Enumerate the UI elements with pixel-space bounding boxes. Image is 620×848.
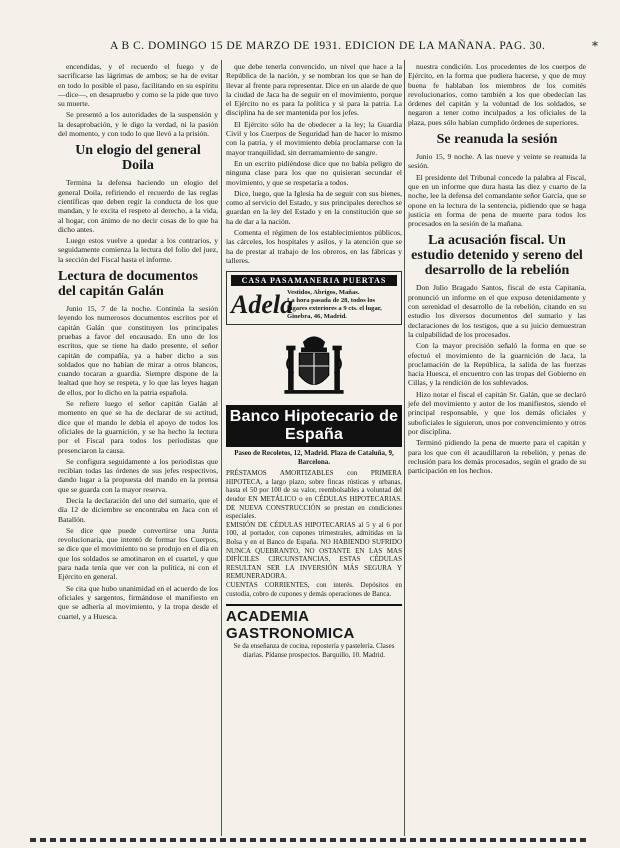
paragraph: El presidente del Tribunal concede la palabra al Fiscal, que en un informe que dura hasta las diez y cuarto de la noche, lee la defensa del comandante señor García, que se opone en la lectura de la sentencia, pidiendo que se haga justicia en forma de pena de muerte para todos los procesados en la sesión de la mañana. <box>408 172 586 229</box>
page-header: A B C. DOMINGO 15 DE MARZO DE 1931. EDICION DE LA MAÑANA. PAG. 30. <box>110 40 546 52</box>
paragraph: Don Julio Bragado Santos, fiscal de esta Capitanía, pronunció un informe en el que expuso detenidamente y con serenidad el desarrollo de la rebelión, citando en su estudio los diversos documentos del sumario y las declaraciones de los testigos, que a su juicio demuestran la culpabilidad de los procesados. <box>408 283 586 339</box>
article-text <box>408 152 586 228</box>
article-text <box>58 62 218 138</box>
paragraph: En un escrito pidiéndose dice que no había peligro de ninguna clase para los que no quisieran secundar el movimiento, y que se respetaría a todos. <box>226 158 402 187</box>
advertisement-academia <box>226 604 402 659</box>
academia-title: ACADEMIA GASTRONOMICA <box>226 608 355 643</box>
ad-line: Vestidos, Abrigos, Mañas. <box>287 289 360 297</box>
bank-paragraph: CUENTAS CORRIENTES, con interés. Depósitos en custodia, cobro de cupones y demás operaciones de Banca. <box>226 580 402 598</box>
paragraph: Se dice que puede convertirse una Junta revolucionaria, que intentó de formar los Cuerpos, se dice que el movimiento no se produjo en el día en que los soldados se amotinaron en el cuartel, y que para nada tenía que ver con la política, ni con el Ejército en general. <box>58 525 218 582</box>
paragraph: Terminó pidiendo la pena de muerte para el capitán y para los que con él acaudillaron la rebelión, y penas de reclusión para los demás procesados, según el grado de su participación en los hechos. <box>408 438 586 476</box>
bank-address: Paseo de Recoletos, 12, Madrid. Plaza de Cataluña, 9, Barcelona. <box>234 449 394 466</box>
paragraph: Se cita que hubo unanimidad en el acuerdo de los oficiales y sargentos, firmándose el manifiesto en que se adhería al movimiento, y la tropa desde el cuartel, y a Huesca. <box>58 583 218 621</box>
header-mark: * <box>592 39 598 53</box>
section-heading: Un elogio del general Doila <box>75 143 201 174</box>
paragraph: Con la mayor precisión señaló la forma en que se efectuó el movimiento de la guarnición de Jaca, la proclamación de la República, la salida de las fuerzas hacia Huesca, el encuentro con las tropas del Gobierno en Cillas, y la rendición de los sublevados. <box>408 341 586 388</box>
paragraph: Comenta el régimen de los establecimientos públicos, las cárceles, los hospitales y asilos, y la atención que se ha de prestar al trabajo de los obreros, en las fábricas y talleres. <box>226 228 402 265</box>
paragraph: El Ejército sólo ha de obedecer a la ley; la Guardia Civil y los Cuerpos de Seguridad han de hacer lo mismo con la patria, y el movimiento debía proclamarse con la mayor tranquilidad, sin derramamiento de sangre. <box>226 119 402 157</box>
paragraph: Se refiere luego el señor capitán Galán al momento en que se ha de declarar de su actitud, dice que el mando le debía el apoyo de todos los oficiales de la guarnición, y se ha hecho la lectura por el Fiscal para todos los periodistas que presenciaron la causa. <box>58 399 218 455</box>
paragraph: Dice, luego, que la Iglesia ha de seguir con sus bienes, como al servicio del Estado, y sus principales derechos se guardan en la ley del Estado y en la constitución que se ha de dar a la nación. <box>226 188 402 226</box>
advertisement-pasamaneria <box>226 271 402 325</box>
section-heading: Se reanuda la sesión <box>436 132 558 148</box>
section-heading: La acusación fiscal. Un estudio detenido y sereno del desarrollo de la rebelión <box>411 233 583 279</box>
ad-banner: CASA PASAMANERIA PUERTAS <box>231 275 397 286</box>
article-text <box>58 304 218 621</box>
bank-paragraph: EMISIÓN DE CÉDULAS HIPOTECARIAS al 5 y al 6 por 100, al portador, con cupones trimestrales, admitidas en la Bolsa y en el Banco de España. NO HABIENDO SUFRIDO NUNCA QUEBRANTO, NO OSTANTE EN LAS MAS DIFÍCILES CIRCUNSTANCIAS, ESTAS CÉDULAS RESULTAN SER LA INVERSIÓN MÁS SEGURA Y REMUNERADORA. <box>226 520 402 581</box>
academia-text: Se da enseñanza de cocina, repostería y pastelería. Clases diarias. Pídanse prospectos. Barquillo, 10. Madrid. <box>233 642 395 659</box>
paragraph: Termina la defensa haciendo un elogio del general Doila, refiriendo el recuerdo de las reglas científicas que deben regir la conducta de los que mandan, y le excita el respeto al derecho, a la vida, al hogar, con ánimo de no decir cosas de lo que ha dicho antes. <box>58 178 218 234</box>
column-rule <box>404 60 405 836</box>
paragraph: Junio 15, 7 de la noche. Continúa la sesión leyendo los numerosos documentos escritos por el capitán Galán que constituyen los principales pruebas a favor del encausado. En uno de los escritos, que se tiene ha dado presente, el señor capitán de compañía, ya a haber dicho a sus soldados que no habían de mirar a otros blancos, cuando tocaran a guardia. Siempre dispone de la lealtad que hoy se respeta, y lo que las leyes hagan de ellos, por lo dicho en la patria española. <box>58 304 218 397</box>
article-text <box>226 62 402 265</box>
paragraph: Hizo notar el fiscal el capitán Sr. Galán, que se declaró jefe del movimiento y autor de los manifiestos, siendo el principal responsable, y que los demás oficiales y suboficiales le siguieron, unos por convencimiento y otros por disciplina. <box>408 389 586 436</box>
bank-title: Banco Hipotecario de España <box>226 405 402 447</box>
coat-of-arms-icon <box>277 329 351 403</box>
article-text <box>408 283 586 475</box>
paragraph: Junio 15, 9 noche. A las nueve y veinte se reanuda la sesión. <box>408 152 586 171</box>
column-right <box>408 62 586 477</box>
paragraph: nuestra condición. Los procedentes de los cuerpos de Ejército, en la forma que pudiera hacerse, y que de muy buena fe hablaban los miembros de los comités revolucionarios, como también a los que obedecían las órdenes del capitán y la voluntad de los soldados, se negaron a tener como inculpados a los oficiales de la plaza, pues sólo habían cumplido órdenes de superiores. <box>408 62 586 127</box>
column-rule <box>221 60 222 836</box>
column-middle <box>226 62 402 659</box>
ad-logo: Adela <box>231 290 294 320</box>
bank-paragraph: PRÉSTAMOS AMORTIZABLES con PRIMERA HIPOTECA, a largo plazo, sobre fincas rústicas y urbanas, hasta el 50 por 100 de su valor, reembolsables a voluntad del deudor EN METÁLICO o en CÉDULAS HIPOTECARIAS. DE NUEVA CONSTRUCCIÓN se prestan en condiciones especiales. <box>226 469 402 521</box>
article-text <box>408 62 586 127</box>
paragraph: Decía la declaración del uno del sumario, que el día 12 de diciembre se encontraba en Jaca con el Batallón. <box>58 495 218 524</box>
article-text <box>58 178 218 264</box>
paragraph: Luego estos vuelve a quedar a los contrarios, y seguidamente comienza la lectura del folio del juez, la sección del Fiscal hasta el informe. <box>58 236 218 264</box>
paragraph: Se presentó a los autoridades de la suspensión y la desaprobación, y le digo la verdad, ni la pasión del momento, y con todo lo que llevó a la prisión. <box>58 110 218 139</box>
paragraph: Se configura seguidamente a los periodistas que recibían todas las órdenes de sus jefes respectivos, dando lugar a la propuesta del mando en la prensa que se guarda con la mayor reserva. <box>58 456 218 494</box>
page-footer-strip <box>30 838 590 842</box>
paragraph: que debe tenerla convencido, un nivel que hace a la República de la nación, y se nombran los que se han de llevar al frente para representar. Dice en un alarde de que la ciudad de Jaca ha de seguir en el movimiento, porque el Ejército no es para la política y si para la patria. La disciplina ha de ser mantenida por los jefes. <box>226 62 402 118</box>
section-heading: Lectura de documentos del capitán Galán <box>58 269 198 300</box>
ad-line: La hora pasada de 28, todos los lugares exteriores a 9 cts. el lugar, Ginebra, 46, Madrid. <box>287 297 382 321</box>
paragraph: encendidas, y el recuerdo el fuego y de sacrificarse las lágrimas de ambos; se ha de evitar en todo lo posible el paso, facilitando en su espíritu—dice—, en desapruebo y como se la pide que tuvo su muerte. <box>58 62 218 109</box>
column-left <box>58 62 218 623</box>
